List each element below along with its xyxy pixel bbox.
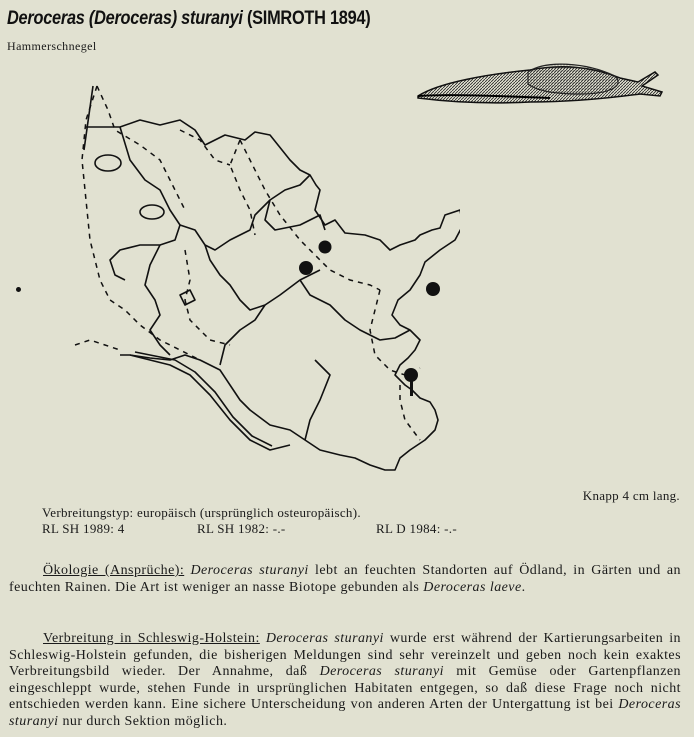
subgenus: (Deroceras) — [88, 8, 177, 29]
species-title — [7, 8, 370, 30]
species-name: Deroceras laeve — [423, 579, 522, 595]
distribution-heading: Verbreitung in Schleswig-Holstein: — [43, 631, 260, 646]
species-name: Deroceras sturanyi — [9, 697, 681, 729]
species-name: Deroceras sturanyi — [265, 631, 384, 646]
distribution-map — [60, 70, 460, 490]
distribution-text-end: nur durch Sektion möglich. — [58, 713, 228, 729]
ecology-text-end: . — [521, 579, 526, 595]
species-name: Deroceras sturanyi — [319, 664, 444, 679]
scan-artifact-dot — [16, 287, 21, 292]
ecology-text: lebt an feuchten Standorten auf Ödland, in Gärten und an feuchten Rainen. Die Art ist weniger an nasse Biotope gebunden als — [9, 563, 681, 595]
species-name: Deroceras sturanyi — [190, 563, 309, 578]
common-name: Hammerschnegel — [7, 39, 97, 53]
red-list-sh-1989: RL SH 1989: 4 — [42, 521, 125, 536]
distribution-text: wurde erst während der Kartierungsarbeiten in Schleswig-Holstein gefunden, die bisherigen Meldungen sind sehr vereinzelt und geben noch kein exaktes Verbreitungsbild wieder. Der Annahme, daß — [9, 631, 681, 679]
authority: (SIMROTH 1894) — [246, 8, 371, 29]
genus: Deroceras — [7, 8, 85, 29]
red-list-d-1984: RL D 1984: -.- — [376, 521, 457, 536]
distribution-paragraph — [9, 631, 681, 730]
size-caption: Knapp 4 cm lang. — [582, 488, 680, 503]
red-list-sh-1982: RL SH 1982: -.- — [197, 521, 286, 536]
record-markers — [299, 241, 440, 397]
distribution-text: mit Gemüse oder Gartenpflanzen eingeschleppt wurde, stehen Funde in ursprünglichen Habitaten entgegen, so daß diese Frage noch nicht entschieden werden kann. Eine sichere Unterscheidung von anderen Arten der Untergattung ist bei — [9, 664, 681, 712]
ecology-heading: Ökologie (Ansprüche): — [43, 563, 185, 578]
ecology-paragraph — [9, 563, 681, 596]
distribution-type: Verbreitungstyp: europäisch (ursprünglich osteuropäisch). — [42, 505, 361, 520]
species-epithet: sturanyi — [181, 8, 243, 29]
